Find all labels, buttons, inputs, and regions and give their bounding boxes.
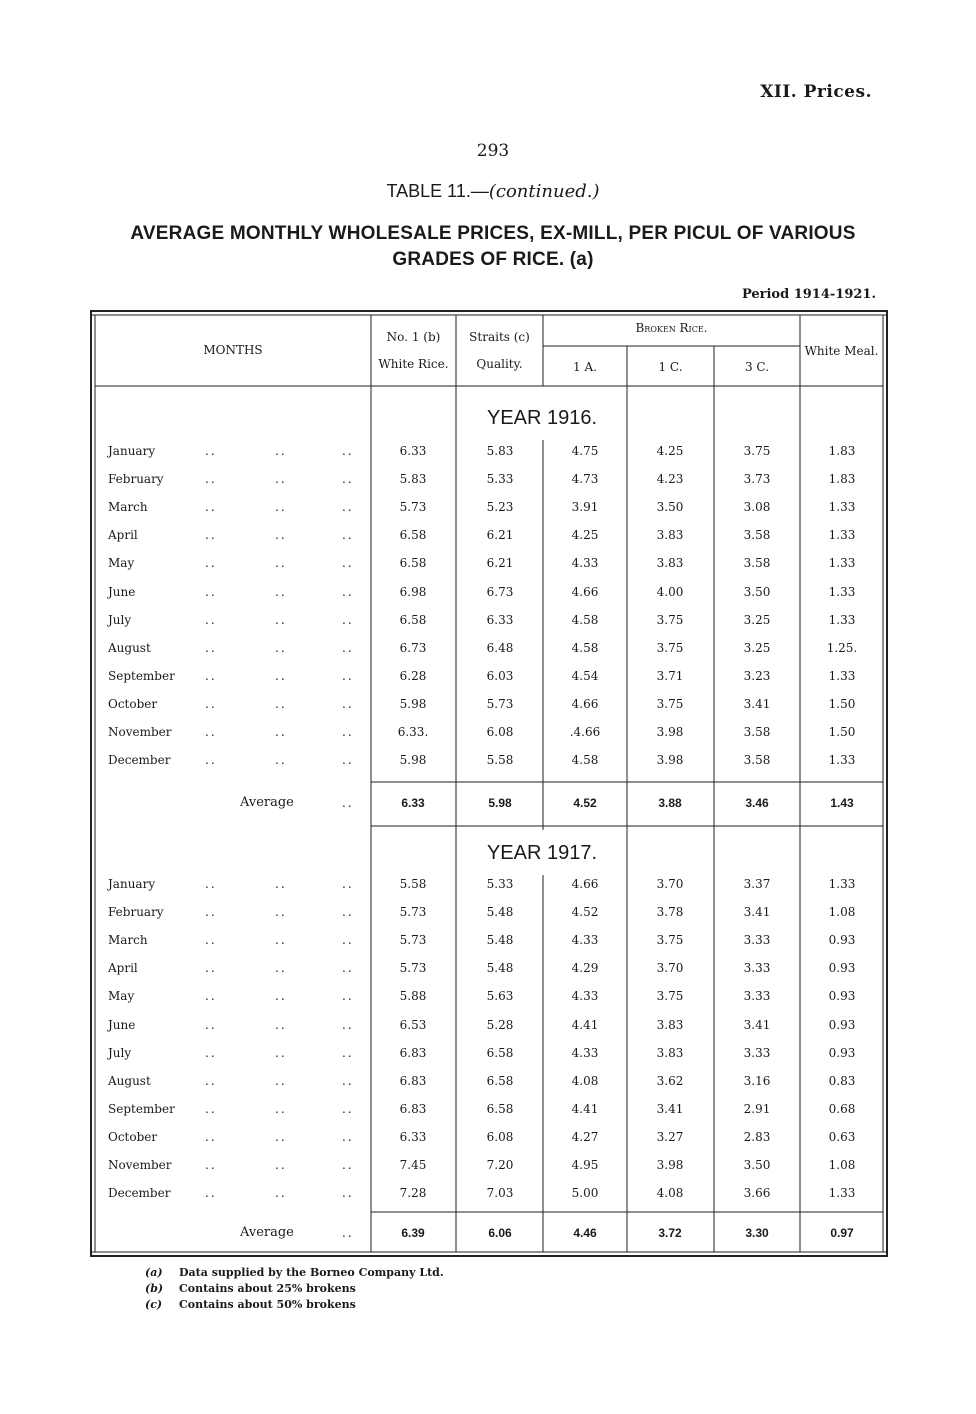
leader-dots: ..	[275, 556, 287, 570]
leader-dots: ..	[205, 1018, 217, 1032]
leader-dots: ..	[275, 1046, 287, 1060]
leader-dots: ..	[275, 444, 287, 458]
price-cell: 1.08	[828, 905, 856, 919]
leader-dots: ..	[275, 1186, 287, 1200]
price-cell: 4.75	[571, 444, 599, 458]
price-cell: 1.33	[828, 877, 856, 891]
leader-dots: ..	[275, 753, 287, 767]
price-cell: 3.08	[743, 500, 771, 514]
leader-dots: ..	[205, 905, 217, 919]
straits-header-line2: Quality.	[476, 357, 523, 371]
price-cell: 0.93	[828, 1046, 856, 1060]
footnote-mark: (b)	[145, 1282, 164, 1295]
average-cell: 3.72	[658, 1226, 682, 1240]
leader-dots: ..	[342, 1018, 354, 1032]
price-cell: 1.83	[828, 472, 856, 486]
price-cell: 0.63	[828, 1130, 856, 1144]
average-cell: 3.46	[745, 796, 769, 810]
month-label: March	[108, 933, 148, 947]
price-cell: 3.37	[743, 877, 771, 891]
price-cell: 4.58	[571, 613, 599, 627]
price-cell: 7.03	[486, 1186, 514, 1200]
leader-dots: ..	[342, 1158, 354, 1172]
month-label: July	[108, 1046, 132, 1060]
price-cell: 4.08	[656, 1186, 684, 1200]
price-cell: 3.75	[656, 933, 684, 947]
price-cell: 3.75	[656, 613, 684, 627]
price-cell: 4.29	[571, 961, 599, 975]
broken-rice-header: Broken Rice.	[635, 321, 708, 335]
price-cell: 3.83	[656, 528, 684, 542]
month-label: December	[108, 1186, 171, 1200]
leader-dots: ..	[342, 1074, 354, 1088]
price-cell: 0.93	[828, 961, 856, 975]
leader-dots: ..	[275, 641, 287, 655]
price-cell: 3.50	[743, 585, 771, 599]
price-cell: 0.93	[828, 989, 856, 1003]
price-cell: 4.27	[571, 1130, 599, 1144]
leader-dots: ..	[342, 641, 354, 655]
leader-dots: ..	[342, 905, 354, 919]
leader-dots: ..	[205, 528, 217, 542]
price-cell: .4.66	[569, 725, 601, 739]
price-cell: 3.75	[656, 697, 684, 711]
leader-dots: ..	[275, 905, 287, 919]
price-cell: 3.50	[743, 1158, 771, 1172]
broken-1c-header: 1 C.	[658, 360, 683, 374]
price-cell: 5.73	[486, 697, 514, 711]
price-cell: 6.58	[486, 1102, 514, 1116]
price-cell: 3.58	[743, 753, 771, 767]
leader-dots: ..	[205, 753, 217, 767]
price-cell: 3.33	[743, 989, 771, 1003]
price-cell: 4.54	[571, 669, 599, 683]
price-cell: 6.21	[486, 556, 514, 570]
price-cell: 3.83	[656, 1018, 684, 1032]
price-cell: 5.83	[486, 444, 514, 458]
month-label: May	[108, 556, 135, 570]
price-cell: 6.83	[399, 1102, 427, 1116]
price-cell: 5.33	[486, 472, 514, 486]
leader-dots: ..	[205, 444, 217, 458]
price-cell: 4.33	[571, 1046, 599, 1060]
price-cell: 3.41	[743, 905, 771, 919]
price-cell: 3.58	[743, 528, 771, 542]
price-cell: 6.53	[399, 1018, 427, 1032]
leader-dots: ..	[205, 556, 217, 570]
price-cell: 4.23	[656, 472, 684, 486]
average-cell: 3.88	[658, 796, 682, 810]
price-cell: 1.33	[828, 753, 856, 767]
price-cell: 7.28	[399, 1186, 427, 1200]
leader-dots: ..	[275, 1158, 287, 1172]
leader-dots: ..	[205, 877, 217, 891]
leader-dots: ..	[205, 1158, 217, 1172]
price-cell: 5.48	[486, 933, 514, 947]
price-cell: 4.41	[571, 1018, 599, 1032]
leader-dots: ..	[275, 500, 287, 514]
price-cell: 6.98	[399, 585, 427, 599]
leader-dots: ..	[275, 613, 287, 627]
price-cell: 5.23	[486, 500, 514, 514]
month-label: June	[108, 1018, 136, 1032]
price-cell: 3.75	[656, 641, 684, 655]
price-cell: 3.62	[656, 1074, 684, 1088]
leader-dots: ..	[275, 933, 287, 947]
leader-dots: ..	[275, 1102, 287, 1116]
month-label: July	[108, 613, 132, 627]
leader-dots: ..	[205, 697, 217, 711]
price-cell: 3.66	[743, 1186, 771, 1200]
section-header: XII. Prices.	[760, 82, 872, 102]
leader-dots: ..	[275, 1018, 287, 1032]
leader-dots: ..	[342, 444, 354, 458]
month-label: November	[108, 1158, 172, 1172]
leader-dots: ..	[205, 1186, 217, 1200]
leader-dots: ..	[342, 1046, 354, 1060]
month-label: September	[108, 1102, 175, 1116]
price-cell: 3.78	[656, 905, 684, 919]
no1-header-line1: No. 1 (b)	[386, 330, 441, 344]
price-cell: 3.98	[656, 753, 684, 767]
price-cell: 0.68	[828, 1102, 856, 1116]
month-label: May	[108, 989, 135, 1003]
leader-dots: ..	[342, 500, 354, 514]
leader-dots: ..	[342, 753, 354, 767]
average-label: Average	[240, 795, 294, 810]
price-cell: 3.27	[656, 1130, 684, 1144]
leader-dots: ..	[342, 613, 354, 627]
price-cell: 4.33	[571, 933, 599, 947]
footnote	[145, 1282, 356, 1295]
price-cell: 0.93	[828, 1018, 856, 1032]
price-cell: 3.25	[743, 613, 771, 627]
leader-dots: ..	[275, 725, 287, 739]
leader-dots: ..	[205, 641, 217, 655]
price-cell: 4.66	[571, 585, 599, 599]
month-label: April	[108, 528, 138, 542]
leader-dots: ..	[205, 1102, 217, 1116]
price-cell: 4.58	[571, 641, 599, 655]
footnote-text: Data supplied by the Borneo Company Ltd.	[179, 1266, 444, 1279]
price-cell: 6.58	[399, 528, 427, 542]
price-cell: 3.23	[743, 669, 771, 683]
month-label: February	[108, 472, 164, 486]
price-cell: 5.88	[399, 989, 427, 1003]
month-label: June	[108, 585, 136, 599]
price-cell: 1.25.	[826, 641, 858, 655]
leader-dots: ..	[342, 697, 354, 711]
price-cell: 6.33	[486, 613, 514, 627]
price-cell: 6.73	[486, 585, 514, 599]
price-cell: 1.50	[828, 697, 856, 711]
price-cell: 4.41	[571, 1102, 599, 1116]
price-cell: 3.73	[743, 472, 771, 486]
price-cell: 3.58	[743, 725, 771, 739]
leader-dots: ..	[275, 585, 287, 599]
price-cell: 6.48	[486, 641, 514, 655]
price-cell: 3.41	[743, 697, 771, 711]
price-cell: 6.58	[399, 613, 427, 627]
leader-dots: ..	[205, 1130, 217, 1144]
price-cell: 1.50	[828, 725, 856, 739]
price-cell: 1.08	[828, 1158, 856, 1172]
average-cell: 3.30	[745, 1226, 769, 1240]
leader-dots: ..	[342, 556, 354, 570]
leader-dots: ..	[342, 1226, 354, 1240]
leader-dots: ..	[275, 1130, 287, 1144]
leader-dots: ..	[342, 989, 354, 1003]
leader-dots: ..	[275, 961, 287, 975]
price-cell: 3.16	[743, 1074, 771, 1088]
price-cell: 1.33	[828, 556, 856, 570]
price-cell: 6.08	[486, 725, 514, 739]
price-cell: 6.21	[486, 528, 514, 542]
footnote	[145, 1298, 356, 1311]
leader-dots: ..	[205, 500, 217, 514]
price-cell: 6.08	[486, 1130, 514, 1144]
price-cell: 4.00	[656, 585, 684, 599]
footnote-mark: (a)	[145, 1266, 163, 1279]
price-cell: 4.73	[571, 472, 599, 486]
leader-dots: ..	[342, 877, 354, 891]
price-cell: 6.58	[399, 556, 427, 570]
broken-3c-header: 3 C.	[744, 360, 770, 374]
leader-dots: ..	[275, 472, 287, 486]
leader-dots: ..	[342, 725, 354, 739]
month-label: November	[108, 725, 172, 739]
price-cell: 3.83	[656, 1046, 684, 1060]
average-cell: 1.43	[830, 796, 854, 810]
price-cell: 4.52	[571, 905, 599, 919]
leader-dots: ..	[275, 697, 287, 711]
no1-header-line2: White Rice.	[378, 357, 449, 371]
price-cell: 5.73	[399, 905, 427, 919]
price-cell: 3.70	[656, 877, 684, 891]
broken-1a-header: 1 A.	[573, 360, 597, 374]
months-header: MONTHS	[203, 343, 263, 357]
price-cell: 3.58	[743, 556, 771, 570]
price-cell: 6.33.	[397, 725, 429, 739]
average-cell: 6.06	[488, 1226, 512, 1240]
price-cell: 5.73	[399, 961, 427, 975]
leader-dots: ..	[342, 472, 354, 486]
month-label: January	[108, 444, 156, 458]
price-cell: 1.33	[828, 500, 856, 514]
period-label: Period 1914-1921.	[741, 287, 876, 302]
page-number: 293	[476, 141, 510, 161]
leader-dots: ..	[205, 1046, 217, 1060]
month-label: August	[108, 1074, 151, 1088]
month-label: January	[108, 877, 156, 891]
price-cell: 3.41	[743, 1018, 771, 1032]
price-cell: 3.98	[656, 1158, 684, 1172]
white-meal-header: White Meal.	[804, 344, 879, 358]
price-cell: 5.73	[399, 933, 427, 947]
table-title-suffix: (continued.)	[488, 181, 600, 202]
leader-dots: ..	[205, 613, 217, 627]
table-heading: AVERAGE MONTHLY WHOLESALE PRICES, EX-MILL, PER PICUL OF VARIOUS GRADES OF RICE. (a)	[130, 223, 856, 270]
price-cell: 3.25	[743, 641, 771, 655]
price-cell: 5.58	[486, 753, 514, 767]
price-cell: 4.66	[571, 877, 599, 891]
leader-dots: ..	[342, 585, 354, 599]
average-cell: 0.97	[830, 1226, 854, 1240]
price-cell: 5.28	[486, 1018, 514, 1032]
price-cell: 3.98	[656, 725, 684, 739]
price-cell: 4.33	[571, 556, 599, 570]
price-cell: 5.83	[399, 472, 427, 486]
price-cell: 6.73	[399, 641, 427, 655]
price-cell: 6.58	[486, 1074, 514, 1088]
price-cell: 7.45	[399, 1158, 427, 1172]
leader-dots: ..	[342, 933, 354, 947]
price-cell: 3.70	[656, 961, 684, 975]
month-label: December	[108, 753, 171, 767]
price-cell: 3.50	[656, 500, 684, 514]
month-label: October	[108, 697, 158, 711]
average-cell: 4.46	[573, 1226, 597, 1240]
price-cell: 6.28	[399, 669, 427, 683]
price-cell: 4.58	[571, 753, 599, 767]
leader-dots: ..	[275, 669, 287, 683]
average-cell: 4.52	[573, 796, 597, 810]
price-cell: 3.41	[656, 1102, 684, 1116]
price-cell: 0.83	[828, 1074, 856, 1088]
leader-dots: ..	[205, 989, 217, 1003]
price-cell: 5.73	[399, 500, 427, 514]
year-title: YEAR 1916.	[486, 407, 598, 429]
month-label: April	[108, 961, 138, 975]
leader-dots: ..	[205, 585, 217, 599]
footnote-text: Contains about 25% brokens	[179, 1282, 356, 1295]
leader-dots: ..	[275, 989, 287, 1003]
price-cell: 1.33	[828, 613, 856, 627]
average-cell: 6.33	[401, 796, 425, 810]
month-label: March	[108, 500, 148, 514]
footnote	[145, 1266, 444, 1279]
price-cell: 6.58	[486, 1046, 514, 1060]
price-cell: 5.98	[399, 697, 427, 711]
leader-dots: ..	[275, 1074, 287, 1088]
price-cell: 4.66	[571, 697, 599, 711]
price-cell: 2.91	[743, 1102, 771, 1116]
price-cell: 5.33	[486, 877, 514, 891]
price-cell: 5.98	[399, 753, 427, 767]
price-cell: 5.48	[486, 961, 514, 975]
table-title-label: TABLE 11.—	[386, 181, 489, 201]
average-cell: 6.39	[401, 1226, 425, 1240]
price-cell: 5.63	[486, 989, 514, 1003]
leader-dots: ..	[205, 472, 217, 486]
price-cell: 2.83	[743, 1130, 771, 1144]
month-label: October	[108, 1130, 158, 1144]
leader-dots: ..	[342, 1186, 354, 1200]
leader-dots: ..	[342, 961, 354, 975]
month-label: August	[108, 641, 151, 655]
price-cell: 3.75	[656, 989, 684, 1003]
leader-dots: ..	[205, 1074, 217, 1088]
price-cell: 3.33	[743, 1046, 771, 1060]
price-cell: 4.33	[571, 989, 599, 1003]
price-cell: 6.33	[399, 1130, 427, 1144]
price-cell: 6.83	[399, 1046, 427, 1060]
price-cell: 5.00	[571, 1186, 599, 1200]
average-cell: 5.98	[488, 796, 512, 810]
straits-header-line1: Straits (c)	[469, 330, 530, 344]
price-cell: 4.25	[656, 444, 684, 458]
price-cell: 0.93	[828, 933, 856, 947]
price-cell: 1.33	[828, 585, 856, 599]
price-cell: 1.33	[828, 669, 856, 683]
price-cell: 6.33	[399, 444, 427, 458]
leader-dots: ..	[342, 796, 354, 810]
price-cell: 3.83	[656, 556, 684, 570]
footnote-mark: (c)	[145, 1298, 163, 1311]
leader-dots: ..	[342, 528, 354, 542]
price-cell: 6.83	[399, 1074, 427, 1088]
price-cell: 4.08	[571, 1074, 599, 1088]
leader-dots: ..	[342, 1102, 354, 1116]
leader-dots: ..	[275, 528, 287, 542]
price-cell: 3.91	[571, 500, 599, 514]
price-cell: 5.58	[399, 877, 427, 891]
price-cell: 6.03	[486, 669, 514, 683]
price-cell: 4.25	[571, 528, 599, 542]
footnote-text: Contains about 50% brokens	[179, 1298, 356, 1311]
price-cell: 3.75	[743, 444, 771, 458]
leader-dots: ..	[275, 877, 287, 891]
leader-dots: ..	[342, 669, 354, 683]
leader-dots: ..	[205, 961, 217, 975]
price-cell: 1.33	[828, 528, 856, 542]
month-label: September	[108, 669, 175, 683]
leader-dots: ..	[205, 669, 217, 683]
average-label: Average	[240, 1225, 294, 1240]
price-cell: 1.83	[828, 444, 856, 458]
price-cell: 3.33	[743, 933, 771, 947]
leader-dots: ..	[342, 1130, 354, 1144]
price-cell: 1.33	[828, 1186, 856, 1200]
price-cell: 3.33	[743, 961, 771, 975]
leader-dots: ..	[205, 725, 217, 739]
price-cell: 4.95	[571, 1158, 599, 1172]
leader-dots: ..	[205, 933, 217, 947]
price-cell: 5.48	[486, 905, 514, 919]
month-label: February	[108, 905, 164, 919]
price-cell: 7.20	[486, 1158, 514, 1172]
year-title: YEAR 1917.	[486, 842, 598, 864]
price-cell: 3.71	[656, 669, 684, 683]
